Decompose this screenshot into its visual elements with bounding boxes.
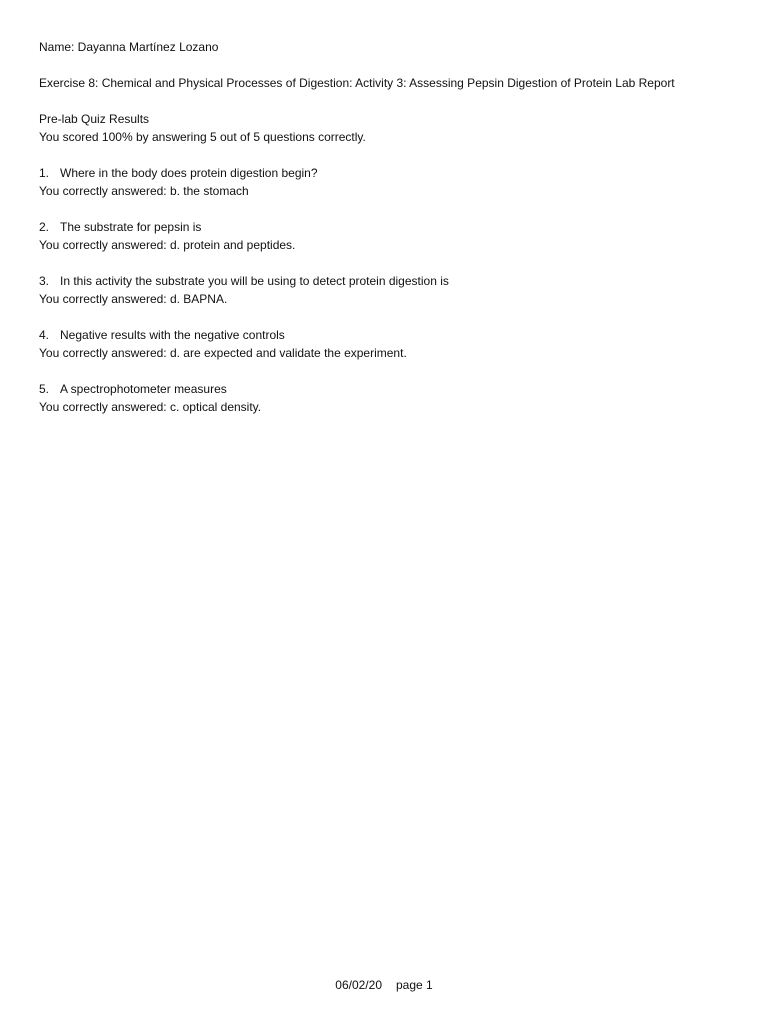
- question-prompt: A spectrophotometer measures: [60, 382, 227, 396]
- question-answer: You correctly answered: d. protein and peptides.: [39, 238, 296, 252]
- question-text: [39, 380, 748, 398]
- question-answer: You correctly answered: d. are expected and validate the experiment.: [39, 346, 407, 360]
- quiz-score: You scored 100% by answering 5 out of 5 questions correctly.: [39, 130, 366, 144]
- question-block: [39, 380, 748, 416]
- question-answer: You correctly answered: d. BAPNA.: [39, 292, 228, 306]
- report-page: [39, 38, 748, 416]
- page-footer: [0, 976, 768, 994]
- question-block: [39, 272, 748, 308]
- question-number: 1.: [39, 166, 50, 180]
- question-prompt: Where in the body does protein digestion begin?: [60, 166, 318, 180]
- footer-date: 06/02/20: [335, 978, 382, 992]
- report-title: Exercise 8: Chemical and Physical Processes of Digestion: Activity 3: Assessing Pepsin Digestion of Protein Lab Report: [39, 76, 675, 90]
- question-block: [39, 326, 748, 362]
- quiz-heading: Pre-lab Quiz Results: [39, 112, 150, 126]
- footer-page-number: page 1: [396, 978, 433, 992]
- question-prompt: The substrate for pepsin is: [60, 220, 202, 234]
- question-prompt: Negative results with the negative controls: [60, 328, 285, 342]
- question-answer: You correctly answered: c. optical density.: [39, 400, 262, 414]
- question-number: 4.: [39, 328, 50, 342]
- question-text: [39, 218, 748, 236]
- question-number: 5.: [39, 382, 50, 396]
- question-text: [39, 326, 748, 344]
- question-block: [39, 218, 748, 254]
- question-text: [39, 164, 748, 182]
- question-block: [39, 164, 748, 200]
- question-text: [39, 272, 748, 290]
- question-answer: You correctly answered: b. the stomach: [39, 184, 249, 198]
- student-name: Name: Dayanna Martínez Lozano: [39, 40, 219, 54]
- question-number: 2.: [39, 220, 50, 234]
- question-number: 3.: [39, 274, 50, 288]
- question-prompt: In this activity the substrate you will be using to detect protein digestion is: [60, 274, 449, 288]
